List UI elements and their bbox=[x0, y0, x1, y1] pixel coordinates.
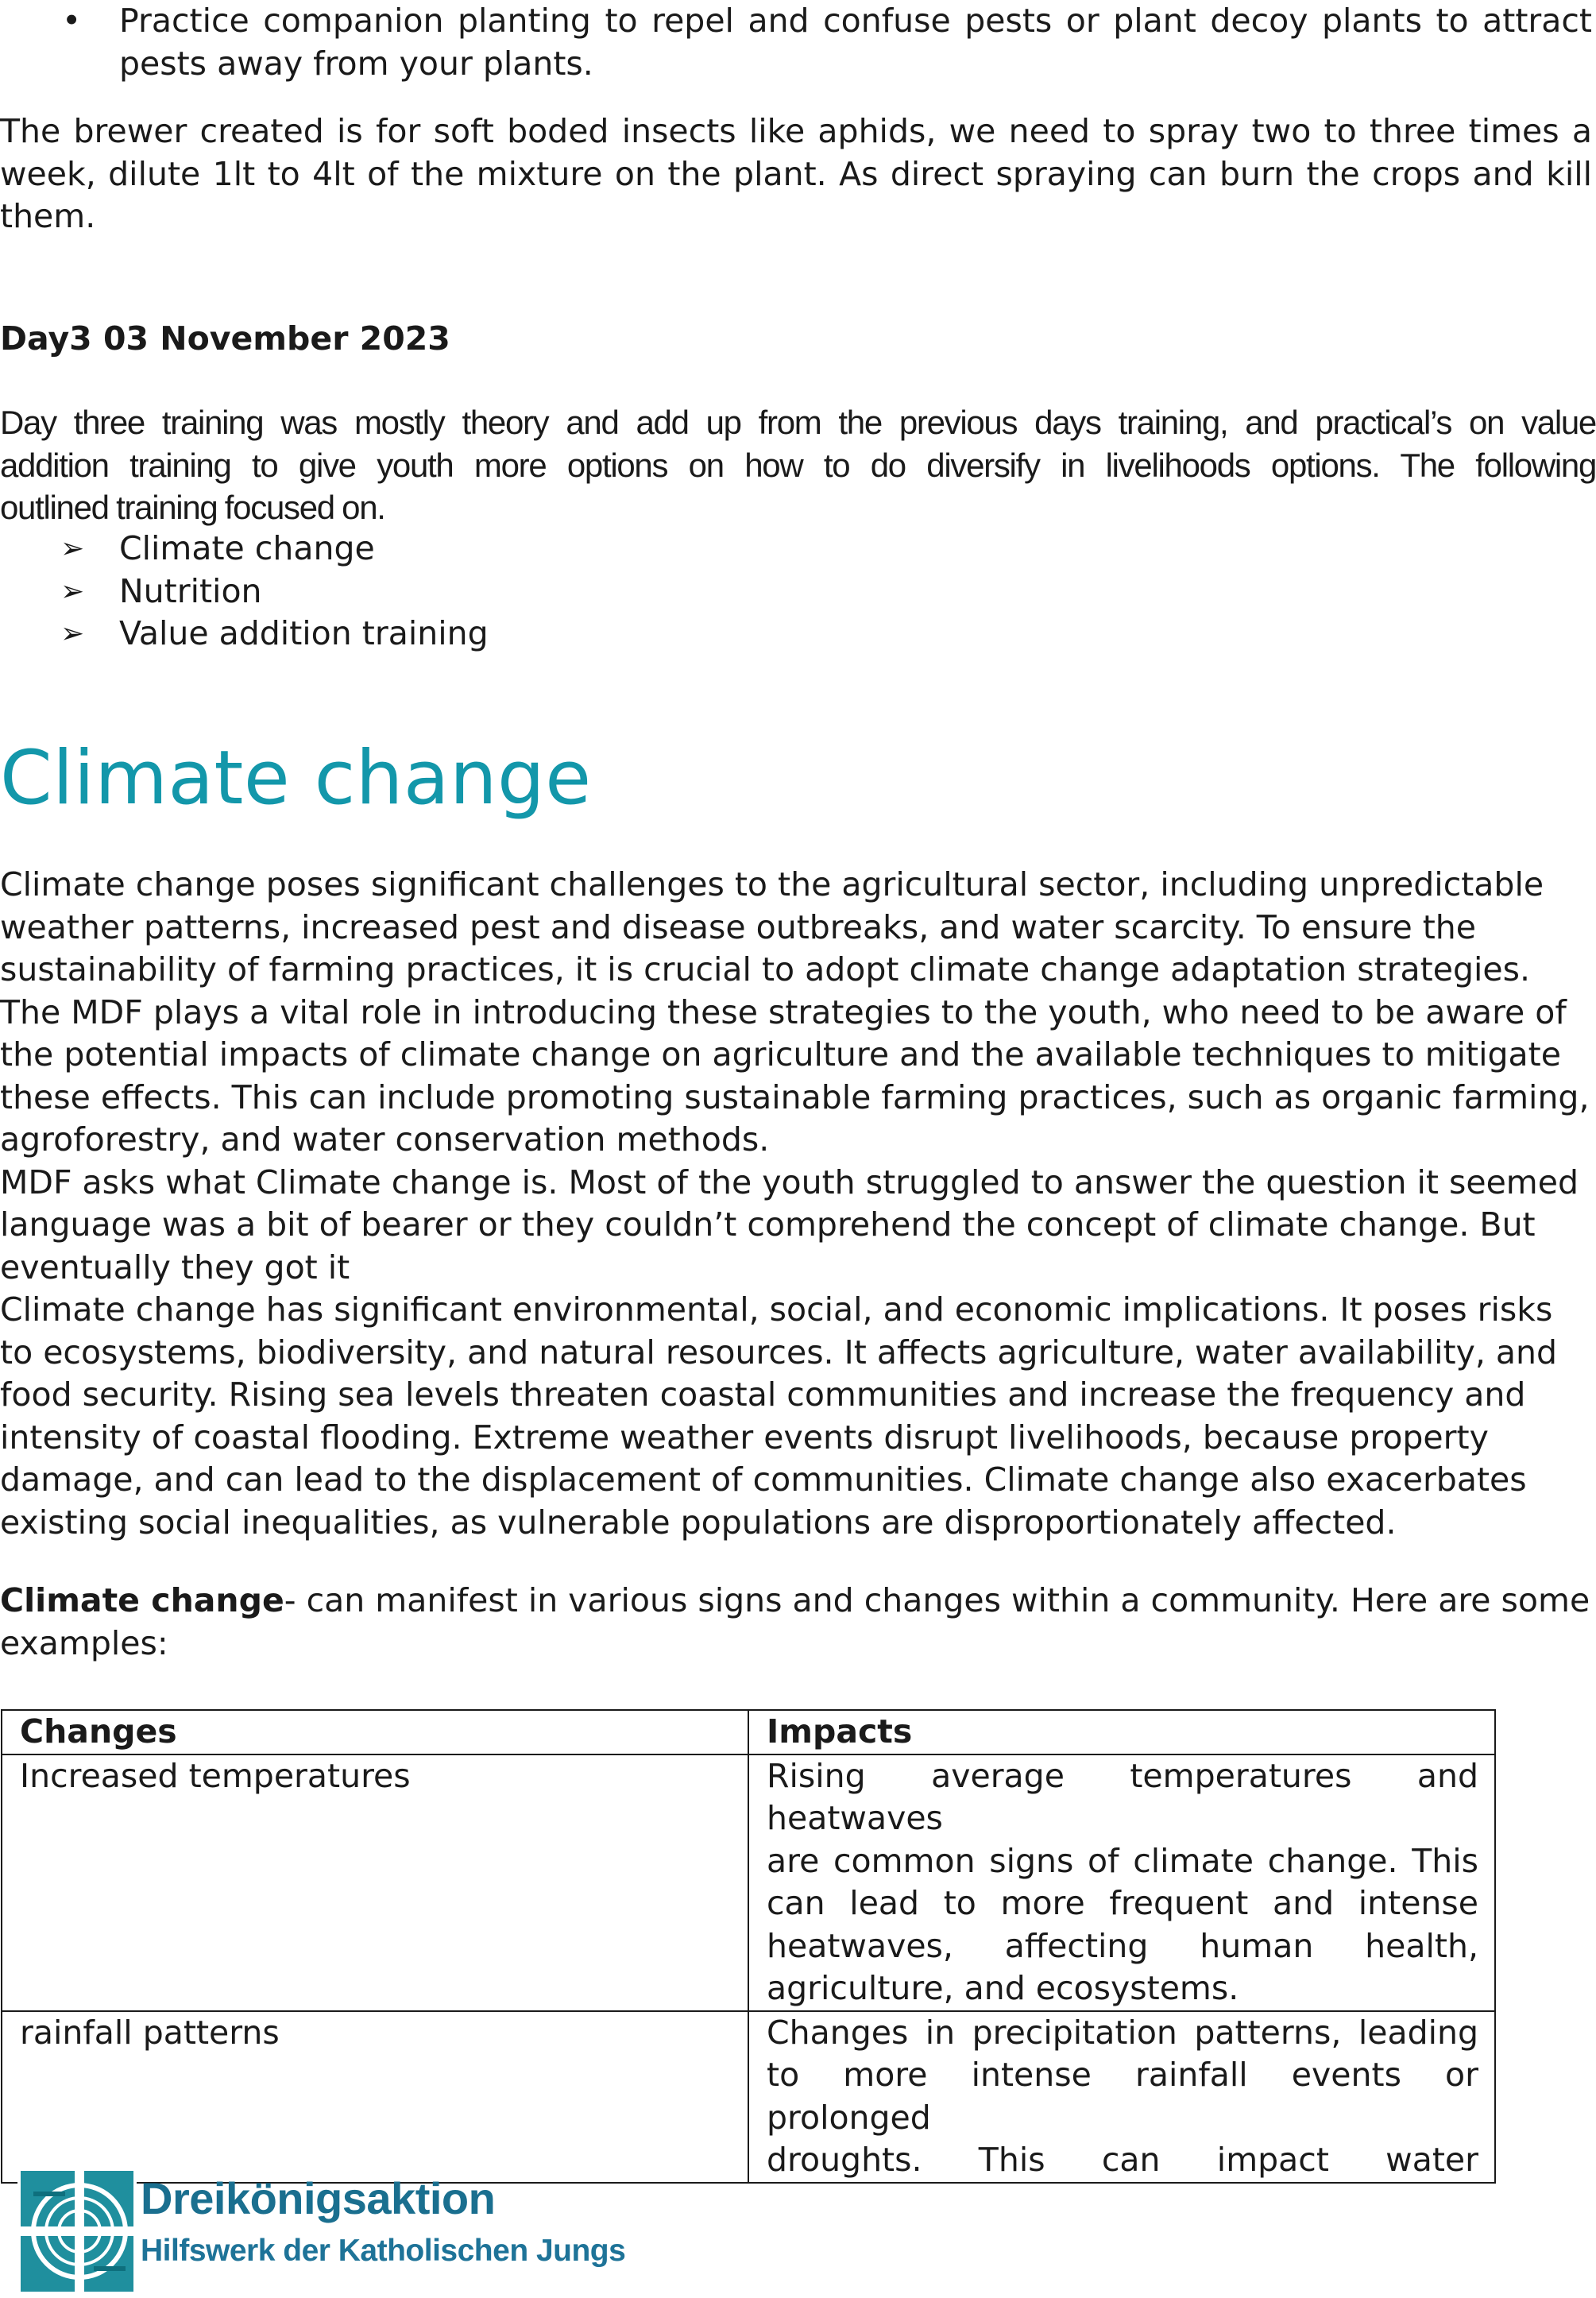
brewer-paragraph bbox=[0, 110, 1592, 238]
paragraph-line: the potential impacts of climate change on agriculture and the available techniques to mitigate bbox=[0, 1035, 1561, 1074]
paragraph-line bbox=[0, 1580, 1592, 1623]
paragraph-line: Climate change has significant environmental, social, and economic implications. It poses risks bbox=[0, 1290, 1553, 1329]
table-row bbox=[2, 2011, 1495, 2183]
table-header-changes: Changes bbox=[2, 1710, 748, 1754]
paragraph-line: weather patterns, increased pest and disease outbreaks, and water scarcity. To ensure the bbox=[0, 907, 1477, 946]
signs-intro-paragraph bbox=[0, 1580, 1592, 1665]
changes-impacts-table bbox=[1, 1709, 1496, 2184]
companion-planting-bullet bbox=[0, 0, 1592, 85]
list-item bbox=[0, 613, 489, 656]
paragraph-line: The MDF plays a vital role in introducing these strategies to the youth, who need to be aware of bbox=[0, 992, 1567, 1031]
bold-term: Climate change bbox=[0, 1581, 284, 1619]
paragraph-line: MDF asks what Climate change is. Most of the youth struggled to answer the question it seemed bbox=[0, 1163, 1579, 1201]
paragraph-line: intensity of coastal flooding. Extreme weather events disrupt livelihoods, because property bbox=[0, 1418, 1489, 1457]
logo-wordmark: Dreikönigsaktion bbox=[141, 2173, 496, 2223]
bullet-line: pests away from your plants. bbox=[119, 44, 593, 83]
paragraph-line: examples: bbox=[0, 1623, 168, 1662]
paragraph-line: them. bbox=[0, 197, 96, 235]
intro-text: - can manifest in various signs and changes within a community. Here are some bbox=[284, 1581, 1590, 1619]
table-header-row bbox=[2, 1710, 1495, 1754]
paragraph-line: addition training to give youth more options on how to do diversify in livelihoods options. The following bbox=[0, 446, 1596, 484]
logo-tagline: Hilfswerk der Katholischen Jungs bbox=[141, 2234, 626, 2268]
paragraph-line: outlined training focused on. bbox=[0, 489, 385, 526]
impact-line: to more intense rainfall events or prolonged bbox=[767, 2056, 1478, 2137]
table-header-impacts: Impacts bbox=[748, 1710, 1495, 1754]
impact-line: are common signs of climate change. This bbox=[767, 1841, 1478, 1880]
day3-heading: Day3 03 November 2023 bbox=[0, 319, 450, 358]
topic-label: Value addition training bbox=[119, 614, 489, 652]
paragraph-line: these effects. This can include promoting sustainable farming practices, such as organic farming, bbox=[0, 1077, 1590, 1116]
logo-emblem-icon bbox=[17, 2168, 137, 2295]
impact-line: Rising average temperatures and heatwaves bbox=[767, 1756, 1478, 1837]
list-item bbox=[0, 528, 489, 571]
impact-cell bbox=[748, 2011, 1495, 2183]
arrow-bullet-icon: ➢ bbox=[60, 574, 85, 608]
list-item bbox=[0, 571, 489, 613]
paragraph-line: Climate change poses significant challenges to the agricultural sector, including unpredictable bbox=[0, 865, 1544, 903]
impact-line: Changes in precipitation patterns, leading bbox=[767, 2013, 1478, 2052]
bullet-item bbox=[0, 0, 1592, 85]
impact-cell bbox=[748, 1754, 1495, 2011]
topic-label: Climate change bbox=[119, 529, 375, 567]
paragraph-line: sustainability of farming practices, it is crucial to adopt climate change adaptation strategies. bbox=[0, 950, 1530, 988]
topic-label: Nutrition bbox=[119, 571, 262, 610]
arrow-bullet-icon: ➢ bbox=[60, 617, 85, 650]
section-title: Climate change bbox=[0, 735, 592, 822]
paragraph-line: damage, and can lead to the displacement of communities. Climate change also exacerbates bbox=[0, 1460, 1527, 1499]
climate-change-paragraphs bbox=[0, 864, 1592, 1544]
change-cell: rainfall patterns bbox=[2, 2011, 748, 2183]
paragraph-line: language was a bit of bearer or they couldn’t comprehend the concept of climate change. But bbox=[0, 1205, 1536, 1244]
paragraph-line: to ecosystems, biodiversity, and natural resources. It affects agriculture, water availability, and bbox=[0, 1333, 1558, 1371]
impact-line: heatwaves, affecting human health, bbox=[767, 1926, 1478, 1965]
bullet-dot-icon: • bbox=[62, 2, 82, 40]
table-row bbox=[2, 1754, 1495, 2011]
paragraph-line: existing social inequalities, as vulnerable populations are disproportionately affected. bbox=[0, 1503, 1397, 1542]
paragraph-line: The brewer created is for soft boded insects like aphids, we need to spray two to three times a bbox=[0, 112, 1592, 150]
impact-line: agriculture, and ecosystems. bbox=[767, 1969, 1239, 2007]
change-cell: Increased temperatures bbox=[2, 1754, 748, 2011]
paragraph-line: Day three training was mostly theory and add up from the previous days training, and practical’s on value bbox=[0, 404, 1596, 441]
impact-line: droughts. This can impact water bbox=[767, 2141, 1478, 2179]
impact-line: can lead to more frequent and intense bbox=[767, 1884, 1478, 1922]
day3-paragraph bbox=[0, 401, 1596, 529]
arrow-bullet-icon: ➢ bbox=[60, 532, 85, 565]
day3-topics-list bbox=[0, 528, 489, 656]
bullet-line: Practice companion planting to repel and confuse pests or plant decoy plants to attract bbox=[119, 2, 1592, 40]
paragraph-line: eventually they got it bbox=[0, 1248, 350, 1286]
paragraph-line: food security. Rising sea levels threaten coastal communities and increase the frequency and bbox=[0, 1375, 1526, 1414]
paragraph-line: week, dilute 1lt to 4lt of the mixture on the plant. As direct spraying can burn the crops and kill bbox=[0, 154, 1592, 193]
paragraph-line: agroforestry, and water conservation methods. bbox=[0, 1120, 770, 1159]
footer-logo bbox=[17, 2168, 626, 2295]
